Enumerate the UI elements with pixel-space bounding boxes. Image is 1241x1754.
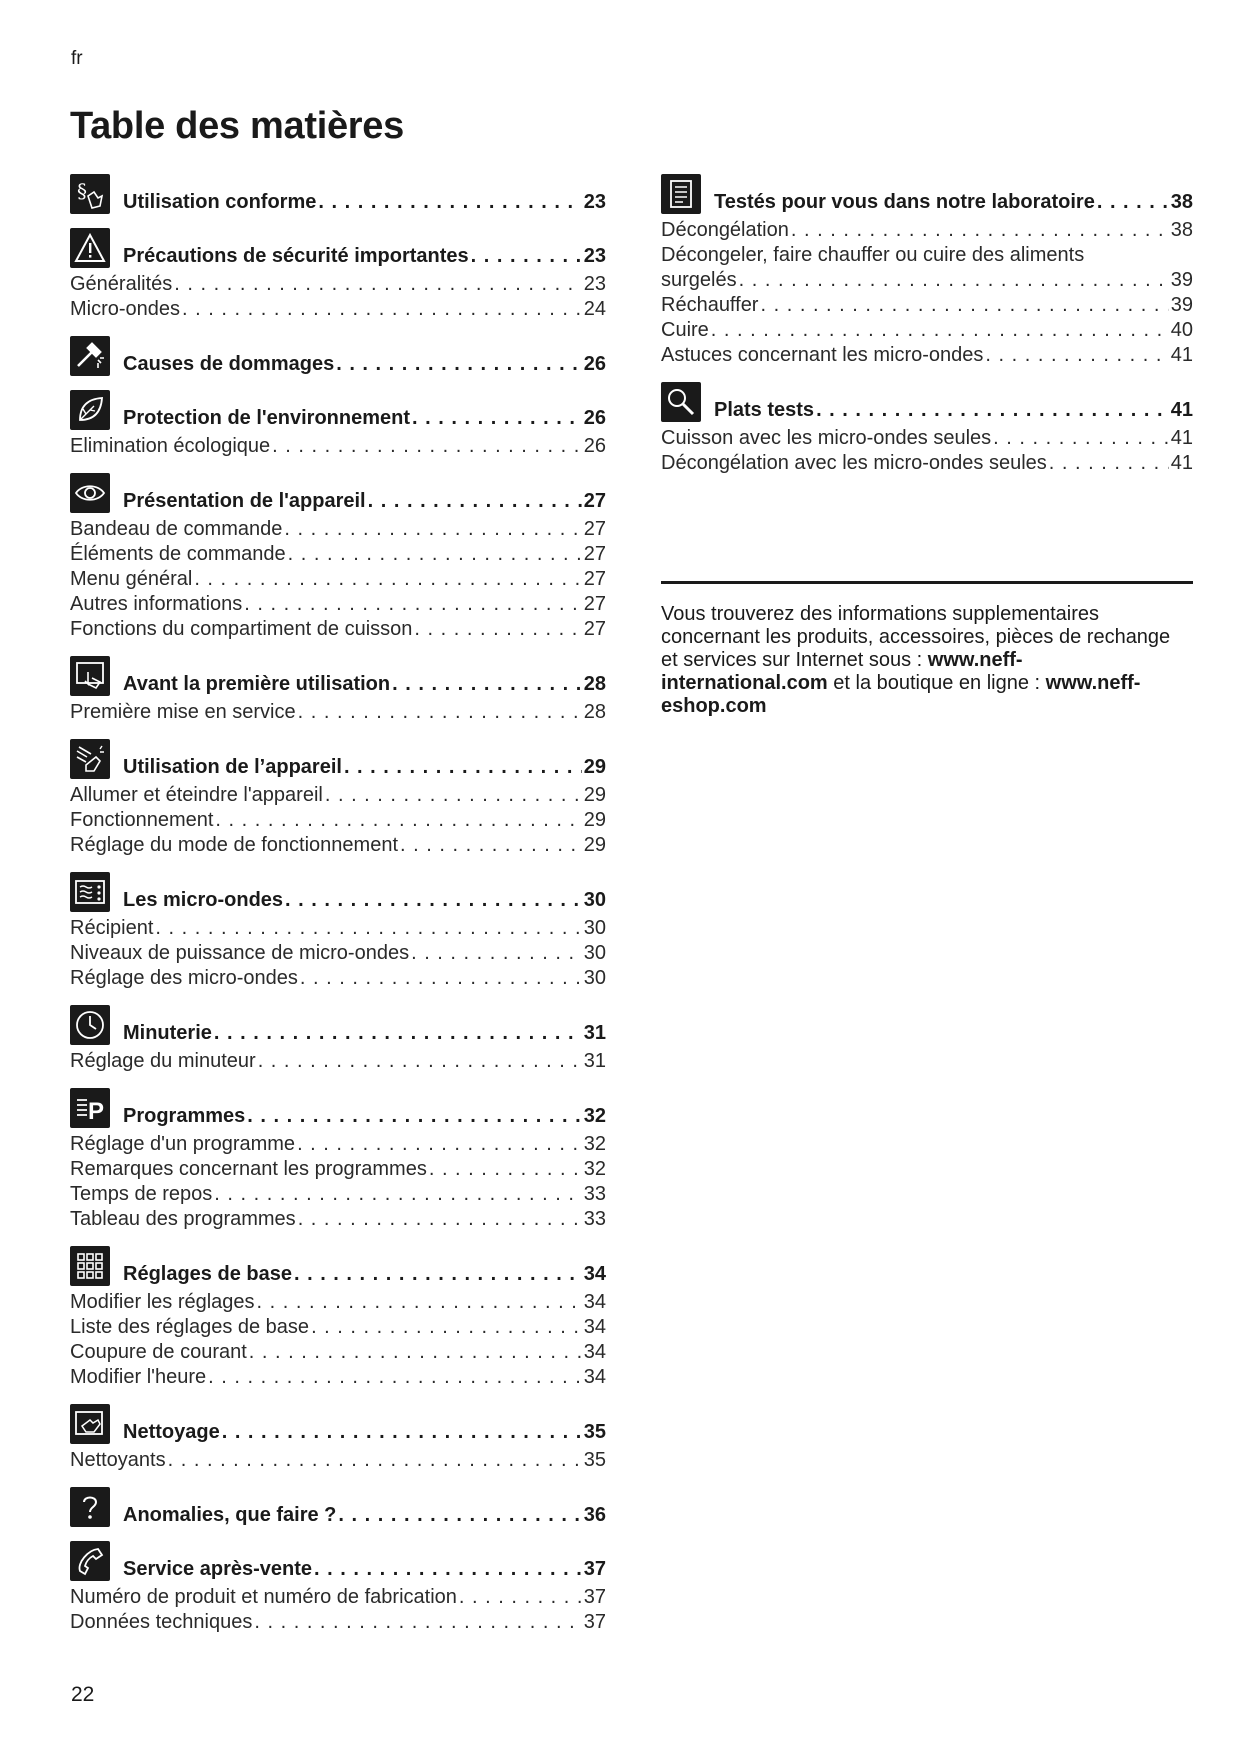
toc-subentry-label: Astuces concernant les micro-ondes [661,344,984,366]
toc-subentry[interactable] [70,434,606,459]
toc-subentry-page: 33 [583,1183,606,1205]
toc-subentry[interactable] [70,700,606,725]
toc-subentries [70,434,606,459]
toc-subentry-page: 27 [583,518,606,540]
toc-subentry-label: Menu général [70,568,193,590]
toc-section-header [661,380,1193,422]
toc-subentry-label: Réglage d'un programme [70,1133,296,1155]
toc-section [70,172,606,214]
magnifier-icon [661,382,701,422]
toc-subentry[interactable] [70,542,606,567]
toc-subentry[interactable] [70,1340,606,1365]
toc-subentry-label: Nettoyants [70,1449,166,1471]
warning-triangle-icon [70,228,110,268]
toc-subentry-label: Numéro de produit et numéro de fabrication [70,1586,457,1608]
toc-subentries [70,916,606,991]
toc-heading-title: Les micro-ondes [123,889,284,911]
toc-subentries [70,700,606,725]
toc-section [661,380,1193,476]
toc-subentry-label: Fonctionnement [70,809,214,831]
toc-subentry-label: Coupure de courant [70,1341,247,1363]
toc-subentry-label: Allumer et éteindre l'appareil [70,784,323,806]
toc-subentry-page: 23 [583,273,606,295]
toc-heading-entry[interactable] [123,406,606,430]
page-number: 22 [71,1683,95,1706]
operate-hand-icon [70,739,110,779]
toc-section [70,388,606,459]
toc-subentry-page: 26 [583,435,606,457]
toc-subentries [70,1585,606,1635]
toc-subentry-page: 34 [583,1291,606,1313]
toc-heading-entry[interactable] [123,1021,606,1045]
toc-subentry[interactable] [70,617,606,642]
toc-subentry[interactable] [70,1182,606,1207]
toc-subentry-label: Tableau des programmes [70,1208,296,1230]
toc-subentry-label: Données techniques [70,1611,253,1633]
toc-subentry-page: 28 [583,701,606,723]
toc-heading-title: Utilisation de l’appareil [123,756,342,778]
toc-heading-title: Causes de dommages [123,353,335,375]
microwave-icon [70,872,110,912]
toc-subentry[interactable] [70,783,606,808]
toc-subentry[interactable] [70,517,606,542]
toc-heading-page: 31 [583,1022,606,1044]
toc-subentry-page: 32 [583,1158,606,1180]
toc-subentry-page: 27 [583,543,606,565]
divider [661,581,1193,584]
toc-subentry-label: Cuisson avec les micro-ondes seules [661,427,992,449]
toc-subentry-label: Cuire [661,319,709,341]
toc-subentry[interactable] [70,592,606,617]
toc-subentry-page: 33 [583,1208,606,1230]
toc-subentry-page: 27 [583,593,606,615]
legal-hand-icon [70,174,110,214]
toc-left-column [70,172,606,1647]
toc-subentry-page: 40 [1170,319,1193,341]
toc-section-header [70,1539,606,1581]
toc-subentry-label: Réchauffer [661,294,759,316]
neff-eshop-link[interactable]: www.neff-eshop.com [661,672,1141,717]
toc-subentries [70,517,606,642]
toc-subentries [70,272,606,322]
toc-section-header [70,1244,606,1286]
toc-section-header [70,172,606,214]
neff-international-link[interactable]: www.neff-international.com [661,649,1023,694]
toc-subentry-page: 38 [1170,219,1193,241]
toc-heading-title: Plats tests [714,399,815,421]
toc-heading-page: 34 [583,1263,606,1285]
toc-subentry-label: Réglage du mode de fonctionnement [70,834,399,856]
toc-subentry-label: Bandeau de commande [70,518,283,540]
toc-subentry[interactable] [70,1585,606,1610]
note-text-1: Vous trouverez des informations supplementaires concernant les produits, accessoires, pièces de rechange et services sur Internet sous : [661,603,1171,671]
toc-subentry-label: Micro-ondes [70,298,181,320]
toc-subentry[interactable] [70,567,606,592]
toc-section-header [70,654,606,696]
note-text-2: et la boutique en ligne : [827,672,1046,694]
toc-subentry[interactable] [661,218,1193,243]
toc-subentry-page: 24 [583,298,606,320]
toc-subentries [70,1290,606,1390]
toc-subentry[interactable] [70,1132,606,1157]
toc-subentry[interactable] [70,1157,606,1182]
toc-heading-entry[interactable] [123,755,606,779]
toc-subentry[interactable] [661,268,1193,293]
toc-heading-entry[interactable] [123,888,606,912]
toc-heading-entry[interactable] [123,244,606,268]
toc-subentry-page: 39 [1170,269,1193,291]
eye-icon [70,473,110,513]
toc-subentry[interactable] [661,343,1193,368]
toc-heading-page: 35 [583,1421,606,1443]
toc-subentry-label: Réglage des micro-ondes [70,967,298,989]
toc-subentry-label: Liste des réglages de base [70,1316,310,1338]
toc-subentry[interactable] [70,1315,606,1340]
toc-subentry-page: 32 [583,1133,606,1155]
toc-subentry-label: surgelés [661,269,737,291]
toc-subentry-label: Décongélation avec les micro-ondes seules [661,452,1047,474]
toc-subentry[interactable] [70,941,606,966]
damage-hammer-icon [70,336,110,376]
toc-heading-page: 38 [1170,191,1193,213]
toc-subentry-page: 29 [583,784,606,806]
toc-heading-entry[interactable] [714,190,1193,214]
toc-subentry[interactable] [70,966,606,991]
toc-section [70,1485,606,1527]
question-icon [70,1487,110,1527]
program-p-icon [70,1088,110,1128]
leaf-icon [70,390,110,430]
toc-section-header [70,1402,606,1444]
toc-subentry[interactable] [70,833,606,858]
toc-section-header [70,226,606,268]
toc-subentry-page: 29 [583,809,606,831]
toc-subentry-page: 30 [583,967,606,989]
toc-subentry-label: Récipient [70,917,154,939]
toc-subentry-page: 30 [583,942,606,964]
toc-section-header [70,471,606,513]
toc-subentry[interactable] [70,297,606,322]
toc-subentries [70,1132,606,1232]
toc-subentry-label: Première mise en service [70,701,296,723]
toc-subentry-label: Temps de repos [70,1183,213,1205]
toc-subentries [70,1049,606,1074]
toc-section [70,1402,606,1473]
toc-heading-page: 41 [1170,399,1193,421]
toc-section [70,1244,606,1390]
toc-subentries [661,426,1193,476]
toc-subentry-label: Modifier les réglages [70,1291,255,1313]
toc-subentry-label: Éléments de commande [70,543,286,565]
toc-subentry-page: 30 [583,917,606,939]
toc-subentry-page: 37 [583,1611,606,1633]
toc-subentry[interactable] [70,808,606,833]
toc-heading-page: 27 [583,490,606,512]
toc-subentry-prefix: Décongeler, faire chauffer ou cuire des aliments [661,244,1085,266]
toc-subentry-label: Niveaux de puissance de micro-ondes [70,942,410,964]
toc-heading-page: 26 [583,353,606,375]
svg-text:§: § [77,179,87,203]
toc-subentry-label: Généralités [70,273,173,295]
toc-section [70,471,606,642]
toc-subentry[interactable] [661,451,1193,476]
toc-section-header [70,1485,606,1527]
toc-heading-entry[interactable] [123,1503,606,1527]
toc-section-header [70,334,606,376]
toc-heading-title: Testés pour vous dans notre laboratoire [714,191,1095,213]
toc-heading-page: 37 [583,1558,606,1580]
toc-heading-entry[interactable] [123,1104,606,1128]
page-title: Table des matières [70,105,404,147]
toc-subentry-page: 29 [583,834,606,856]
language-code: fr [71,48,83,69]
toc-subentry-label: Fonctions du compartiment de cuisson [70,618,413,640]
toc-heading-page: 29 [583,756,606,778]
toc-heading-title: Minuterie [123,1022,212,1044]
toc-heading-title: Programmes [123,1105,246,1127]
toc-subentry-page: 39 [1170,294,1193,316]
toc-subentry[interactable] [70,1049,606,1074]
toc-subentry-page: 31 [583,1050,606,1072]
toc-subentry[interactable] [70,1290,606,1315]
internet-note [661,603,1181,718]
toc-heading-title: Anomalies, que faire ? [123,1504,337,1526]
toc-section [70,334,606,376]
toc-section [70,1086,606,1232]
toc-heading-page: 26 [583,407,606,429]
toc-section [70,1539,606,1635]
toc-subentry[interactable] [70,1610,606,1635]
toc-section-header [70,737,606,779]
toc-section-header [70,388,606,430]
toc-section-header [70,1003,606,1045]
toc-subentry-page: 34 [583,1341,606,1363]
toc-heading-page: 23 [583,245,606,267]
toc-subentry-page: 34 [583,1316,606,1338]
toc-right-column [661,172,1193,488]
settings-grid-icon [70,1246,110,1286]
toc-heading-title: Nettoyage [123,1421,220,1443]
toc-subentry[interactable] [70,1448,606,1473]
toc-heading-title: Utilisation conforme [123,191,317,213]
first-use-hand-icon [70,656,110,696]
toc-subentries [70,1448,606,1473]
toc-subentry[interactable] [70,916,606,941]
toc-heading-title: Précautions de sécurité importantes [123,245,469,267]
toc-subentry-page: 37 [583,1586,606,1608]
document-icon [661,174,701,214]
toc-subentry[interactable] [70,1365,606,1390]
toc-subentry[interactable] [70,1207,606,1232]
toc-heading-title: Réglages de base [123,1263,292,1285]
toc-heading-page: 30 [583,889,606,911]
toc-heading-title: Présentation de l'appareil [123,490,366,512]
toc-heading-entry[interactable] [714,398,1193,422]
toc-subentry[interactable] [661,318,1193,343]
phone-icon [70,1541,110,1581]
toc-section-header [661,172,1193,214]
toc-section-header [70,1086,606,1128]
toc-heading-title: Service après-vente [123,1558,313,1580]
toc-subentry-page: 35 [583,1449,606,1471]
clock-icon [70,1005,110,1045]
toc-subentry-label: Elimination écologique [70,435,271,457]
toc-heading-entry[interactable] [123,352,606,376]
toc-subentry-page: 34 [583,1366,606,1388]
toc-heading-page: 28 [583,673,606,695]
toc-heading-entry[interactable] [123,1262,606,1286]
toc-heading-page: 23 [583,191,606,213]
toc-heading-entry[interactable] [123,672,606,696]
toc-subentry-label: Modifier l'heure [70,1366,207,1388]
toc-heading-page: 32 [583,1105,606,1127]
toc-heading-title: Protection de l'environnement [123,407,411,429]
toc-subentries [661,218,1193,368]
toc-subentry[interactable] [70,272,606,297]
toc-subentry-label: Remarques concernant les programmes [70,1158,427,1180]
toc-subentry-page: 41 [1170,427,1193,449]
toc-subentry-page: 27 [583,568,606,590]
toc-subentry-page: 41 [1170,344,1193,366]
toc-subentry-label: Décongélation [661,219,789,241]
toc-subentry[interactable] [661,293,1193,318]
toc-subentry-page: 27 [583,618,606,640]
toc-section [70,1003,606,1074]
toc-section [70,870,606,991]
toc-heading-title: Avant la première utilisation [123,673,391,695]
toc-heading-entry[interactable] [123,1420,606,1444]
toc-heading-entry[interactable] [123,489,606,513]
toc-subentry-label: Autres informations [70,593,243,615]
toc-section [661,172,1193,368]
toc-subentry[interactable] [661,426,1193,451]
cleaning-hand-icon [70,1404,110,1444]
svg-text:P: P [88,1098,105,1124]
toc-section-header [70,870,606,912]
toc-section [70,737,606,858]
toc-section [70,654,606,725]
toc-heading-entry[interactable] [123,190,606,214]
toc-subentry-page: 41 [1170,452,1193,474]
toc-section [70,226,606,322]
toc-heading-entry[interactable] [123,1557,606,1581]
toc-subentry-label: Réglage du minuteur [70,1050,256,1072]
toc-heading-page: 36 [583,1504,606,1526]
toc-subentries [70,783,606,858]
